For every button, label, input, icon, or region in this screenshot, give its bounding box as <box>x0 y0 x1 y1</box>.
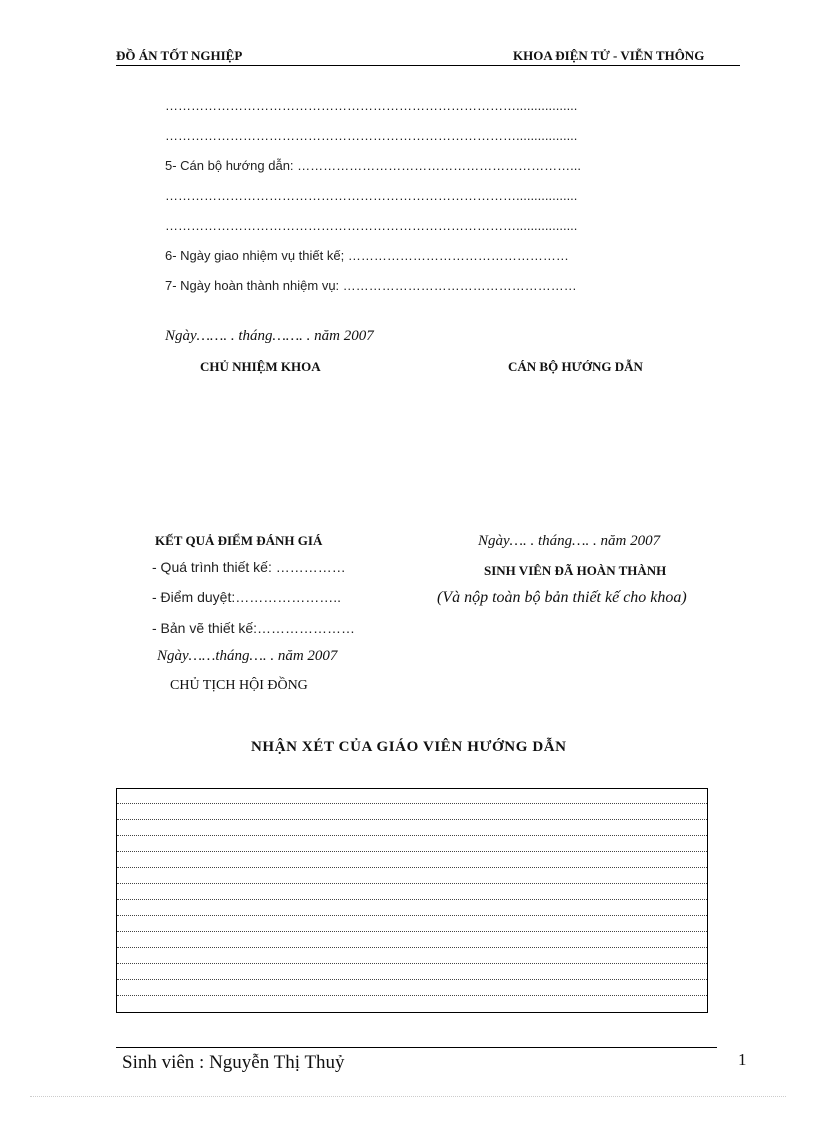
item-7-complete-date: 7- Ngày hoàn thành nhiệm vụ: ……………………………………………… <box>165 278 577 293</box>
results-title: KẾT QUẢ ĐIỂM ĐÁNH GIÁ <box>155 533 323 548</box>
footer-rule <box>116 1047 717 1048</box>
results-drawing: - Bản vẽ thiết kế:………………… <box>152 620 356 636</box>
signature-date: Ngày……. . tháng……. . năm 2007 <box>165 328 374 344</box>
comment-line <box>117 835 707 836</box>
item-6-assign-date: 6- Ngày giao nhiệm vụ thiết kế; …………………………………………… <box>165 248 569 263</box>
page-number: 1 <box>738 1050 747 1069</box>
page-bottom-border <box>30 1096 786 1097</box>
student-note: (Và nộp toàn bộ bản thiết kế cho khoa) <box>437 589 687 606</box>
comments-title: NHẬN XÉT CỦA GIÁO VIÊN HƯỚNG DẪN <box>251 739 567 755</box>
header-rule <box>116 65 740 66</box>
comment-line <box>117 819 707 820</box>
footer-student-name: Sinh viên : Nguyễn Thị Thuỷ <box>122 1052 345 1073</box>
comment-line <box>117 979 707 980</box>
student-date: Ngày…. . tháng…. . năm 2007 <box>478 533 661 549</box>
comment-line <box>117 915 707 916</box>
results-process: - Quá trình thiết kế: …………… <box>152 559 346 575</box>
item-5-supervisor: 5- Cán bộ hướng dẫn: ………………………………………………………... <box>165 158 581 173</box>
comments-box <box>116 788 708 1013</box>
dotted-line-4: ………………………………………………………………………................. <box>165 218 578 233</box>
comment-line <box>117 995 707 996</box>
student-completed-label: SINH VIÊN ĐÃ HOÀN THÀNH <box>484 563 667 578</box>
comment-line <box>117 867 707 868</box>
comment-line <box>117 899 707 900</box>
comment-line <box>117 883 707 884</box>
header-left-title: ĐỒ ÁN TỐT NGHIỆP <box>116 48 243 63</box>
comment-line <box>117 963 707 964</box>
results-date: Ngày……tháng…. . năm 2007 <box>157 648 338 664</box>
comment-line <box>117 803 707 804</box>
results-approved: - Điểm duyệt:………………….. <box>152 589 342 605</box>
comment-line <box>117 947 707 948</box>
supervisor-label: CÁN BỘ HƯỚNG DẪN <box>508 359 643 374</box>
dotted-line-3: ………………………………………………………………………................. <box>165 188 578 203</box>
dotted-line-2: ………………………………………………………………………................. <box>165 128 578 143</box>
dotted-line-1: ………………………………………………………………………................. <box>165 98 578 113</box>
header-right-title: KHOA ĐIỆN TỬ - VIỄN THÔNG <box>513 48 705 63</box>
council-chair-label: CHỦ TỊCH HỘI ĐỒNG <box>170 678 308 693</box>
comment-line <box>117 931 707 932</box>
comment-line <box>117 851 707 852</box>
head-of-faculty-label: CHỦ NHIỆM KHOA <box>200 359 321 374</box>
